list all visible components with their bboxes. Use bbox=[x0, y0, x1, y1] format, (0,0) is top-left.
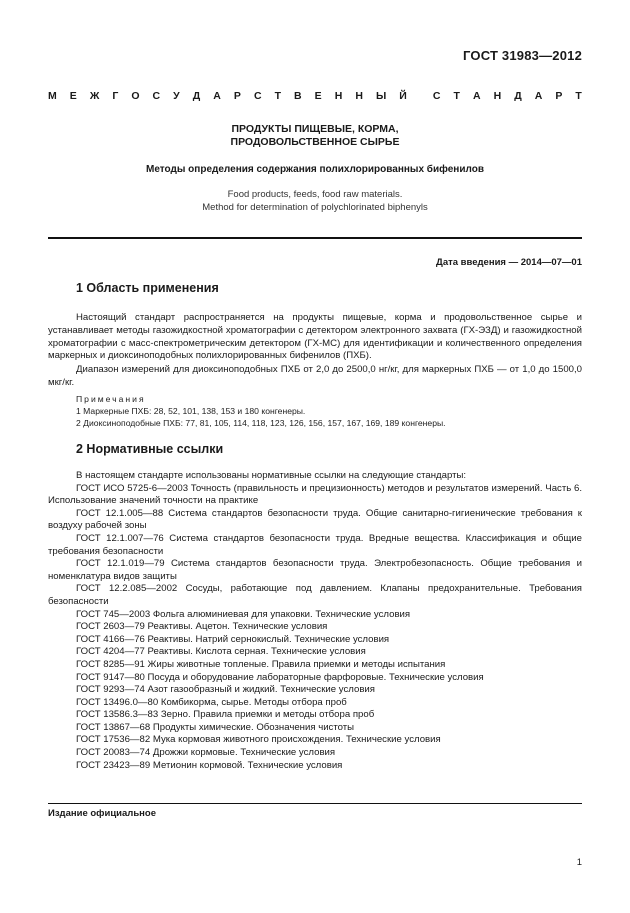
banner-letter: О bbox=[131, 90, 140, 102]
reference-item: ГОСТ 12.1.019—79 Система стандартов безопасности труда. Электробезопасность. Общие требования и номенклатура видов защиты bbox=[48, 558, 582, 582]
section-1-heading: 1 Область применения bbox=[76, 281, 219, 295]
note-1: 1 Маркерные ПХБ: 28, 52, 101, 138, 153 и 180 конгенеры. bbox=[76, 406, 306, 417]
reference-item: ГОСТ 13867—68 Продукты химические. Обозначения чистоты bbox=[76, 721, 355, 733]
banner-letter: Й bbox=[399, 90, 407, 102]
banner-letter: Н bbox=[355, 90, 363, 102]
reference-item: ГОСТ 12.1.007—76 Система стандартов безопасности труда. Вредные вещества. Классификация и общие требования безопасности bbox=[48, 532, 582, 557]
banner-letter: Ж bbox=[89, 90, 100, 102]
title-en-line-2: Method for determination of polychlorinated biphenyls bbox=[202, 201, 428, 213]
note-2: 2 Диоксиноподобные ПХБ: 77, 81, 105, 114, 118, 123, 126, 156, 157, 167, 169, 189 конгенеры. bbox=[76, 418, 446, 429]
notes-block bbox=[76, 393, 582, 430]
banner-letter: А bbox=[213, 90, 221, 102]
title-block bbox=[48, 123, 582, 214]
banner-letter: Н bbox=[334, 90, 343, 102]
reference-item: ГОСТ 20083—74 Дрожжи кормовые. Технические условия bbox=[76, 747, 336, 759]
section-2-heading: 2 Нормативные ссылки bbox=[76, 442, 224, 456]
banner-letter: Е bbox=[314, 90, 322, 102]
section-1-paragraph-2-text: Диапазон измерений для диоксиноподобных ПХБ от 2,0 до 2500,0 нг/кг, для маркерных ПХБ — от 1,0 до 1500,0 мкг/кг. bbox=[48, 364, 582, 388]
banner-letter: Р bbox=[233, 90, 241, 102]
banner-letter: С bbox=[432, 90, 441, 102]
reference-item: ГОСТ 8285—91 Жиры животные топленые. Правила приемки и методы испытания bbox=[76, 658, 446, 670]
banner-letter: М bbox=[48, 90, 57, 102]
banner-letter: С bbox=[152, 90, 161, 102]
reference-item: ГОСТ 9293—74 Азот газообразный и жидкий. Технические условия bbox=[76, 684, 375, 696]
section-1-paragraph-1-text: Настоящий стандарт распространяется на продукты пищевые, корма и продовольственное сырье и устанавливает методы газожидкостной хроматографии с детектором электронного захвата (ГХ-ЭЗД) и газожидкостной хроматографии с масс-спектрометрическим детектором (ГХ-МС) для идентификации и количественного определения маркерных и диоксиноподобных полихлорированных бифенилов (ПХБ). bbox=[48, 312, 582, 362]
banner-letter: А bbox=[534, 90, 543, 102]
standard-number: ГОСТ 31983—2012 bbox=[463, 48, 582, 63]
reference-item: ГОСТ ИСО 5725-6—2003 Точность (правильность и прецизионность) методов и результатов измерений. Часть 6. Использование значений точности на практике bbox=[48, 482, 582, 507]
reference-item: ГОСТ 4204—77 Реактивы. Кислота серная. Технические условия bbox=[76, 646, 366, 658]
intro-date: Дата введения — 2014—07—01 bbox=[436, 257, 582, 268]
page-number: 1 bbox=[576, 857, 582, 868]
title-ru-line-1: ПРОДУКТЫ ПИЩЕВЫЕ, КОРМА, bbox=[231, 123, 399, 135]
reference-item: ГОСТ 12.1.005—88 Система стандартов безопасности труда. Общие санитарно-гигиенические требования к воздуху рабочей зоны bbox=[48, 507, 582, 532]
banner-letter: С bbox=[253, 90, 262, 102]
reference-item: ГОСТ 23423—89 Метионин кормовой. Технические условия bbox=[76, 759, 343, 771]
banner-letter: Т bbox=[274, 90, 281, 102]
reference-item: ГОСТ 9147—80 Посуда и оборудование лабораторные фарфоровые. Технические условия bbox=[76, 671, 484, 683]
references-intro: В настоящем стандарте использованы нормативные ссылки на следующие стандарты: bbox=[76, 470, 467, 481]
reference-item: ГОСТ 745—2003 Фольга алюминиевая для упаковки. Технические условия bbox=[76, 608, 411, 620]
subtitle-ru: Методы определения содержания полихлорированных бифенилов bbox=[146, 164, 484, 175]
banner-letter: Ы bbox=[375, 90, 387, 102]
banner-letter: В bbox=[294, 90, 302, 102]
notes-title: Примечания bbox=[76, 394, 146, 404]
title-en-line-1: Food products, feeds, food raw materials. bbox=[227, 189, 403, 200]
standard-type-banner bbox=[48, 90, 582, 102]
banner-letter: Р bbox=[555, 90, 563, 102]
title-divider bbox=[48, 237, 582, 239]
reference-item: ГОСТ 4166—76 Реактивы. Натрий сернокислый. Технические условия bbox=[76, 633, 390, 645]
section-1-paragraph-1 bbox=[48, 312, 582, 363]
banner-letter: А bbox=[472, 90, 481, 102]
title-en-block bbox=[48, 189, 582, 214]
banner-letter: Н bbox=[493, 90, 502, 102]
reference-item: ГОСТ 17536—82 Мука кормовая животного происхождения. Технические условия bbox=[76, 734, 441, 746]
reference-item: ГОСТ 13586.3—83 Зерно. Правила приемки и методы отбора проб bbox=[76, 709, 375, 721]
banner-letter: У bbox=[173, 90, 180, 102]
footer-divider bbox=[48, 803, 582, 804]
official-edition-label: Издание официальное bbox=[48, 808, 156, 819]
banner-letter: Т bbox=[575, 90, 582, 102]
reference-item: ГОСТ 13496.0—80 Комбикорма, сырье. Методы отбора проб bbox=[76, 696, 347, 708]
banner-letter: Т bbox=[453, 90, 460, 102]
banner-letter: Е bbox=[69, 90, 77, 102]
normative-references-list bbox=[48, 470, 582, 772]
reference-item: ГОСТ 12.2.085—2002 Сосуды, работающие под давлением. Клапаны предохранительные. Требования безопасности bbox=[48, 583, 582, 607]
reference-item: ГОСТ 2603—79 Реактивы. Ацетон. Технические условия bbox=[76, 621, 328, 633]
banner-letter: Д bbox=[192, 90, 201, 102]
section-1-paragraph-2 bbox=[48, 364, 582, 390]
banner-letter: Г bbox=[112, 90, 119, 102]
banner-letter: Д bbox=[514, 90, 522, 102]
title-ru-line-2: ПРОДОВОЛЬСТВЕННОЕ СЫРЬЕ bbox=[230, 136, 400, 148]
